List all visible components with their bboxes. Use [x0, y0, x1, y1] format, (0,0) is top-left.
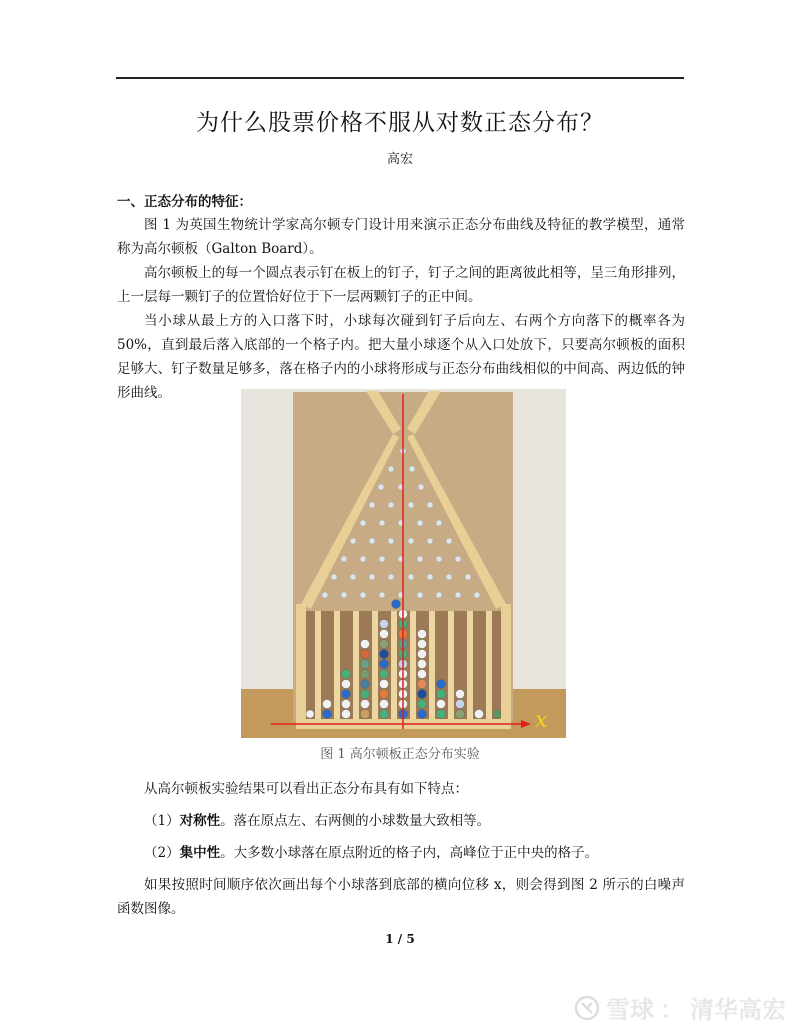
watermark-account: 清华高宏	[690, 996, 786, 1024]
feature-item: （2）集中性。大多数小球落在原点附近的格子内，高峰位于正中央的格子。	[144, 845, 599, 861]
feature-item: （1）对称性。落在原点左、右两侧的小球数量大致相等。	[144, 813, 491, 829]
watermark: 雪球 ： 清华高宏	[574, 990, 786, 1025]
paragraph-3: 当小球从最上方的入口落下时，小球每次碰到钉子后向左、右两个方向落下的概率各为 50%，直到最后落入底部的一个格子内。把大量小球逐个从入口处放下，只要高尔顿板的面积足够大、钉子数量足够多，落在格子内的小球将形成与正态分布曲线相似的中间高、两边低的钟形曲线。	[117, 313, 685, 401]
closing-paragraph: 如果按照时间顺序依次画出每个小球落到底部的横向位移 x，则会得到图 2 所示的白噪声函数图像。	[117, 877, 685, 917]
features-list	[117, 777, 685, 921]
paragraph-2: 高尔顿板上的每一个圆点表示钉在板上的钉子，钉子之间的距离彼此相等，呈三角形排列，上一层每一颗钉子的位置恰好位于下一层两颗钉子的正中间。	[117, 265, 685, 305]
section-heading: 一、正态分布的特征：	[117, 194, 252, 210]
x-axis-label: x	[535, 708, 548, 733]
figure-caption: 图 1 高尔顿板正态分布实验	[320, 747, 480, 762]
paragraph-1: 图 1 为英国生物统计学家高尔顿专门设计用来演示正态分布曲线及特征的教学模型，通常称为高尔顿板（Galton Board）。	[117, 217, 685, 257]
snowball-logo-icon	[574, 995, 600, 1021]
document-title: 为什么股票价格不服从对数正态分布？	[196, 110, 604, 136]
author-name: 高宏	[386, 152, 413, 167]
section-body	[117, 213, 685, 405]
feature-term: 对称性	[179, 813, 221, 829]
header-rule	[116, 77, 684, 79]
feature-term: 集中性	[179, 845, 221, 861]
page-number: 1 / 5	[385, 932, 415, 946]
features-intro: 从高尔顿板实验结果可以看出正态分布具有如下特点：	[144, 781, 468, 797]
watermark-platform: 雪球	[606, 996, 654, 1024]
galton-board-photo	[241, 389, 566, 738]
